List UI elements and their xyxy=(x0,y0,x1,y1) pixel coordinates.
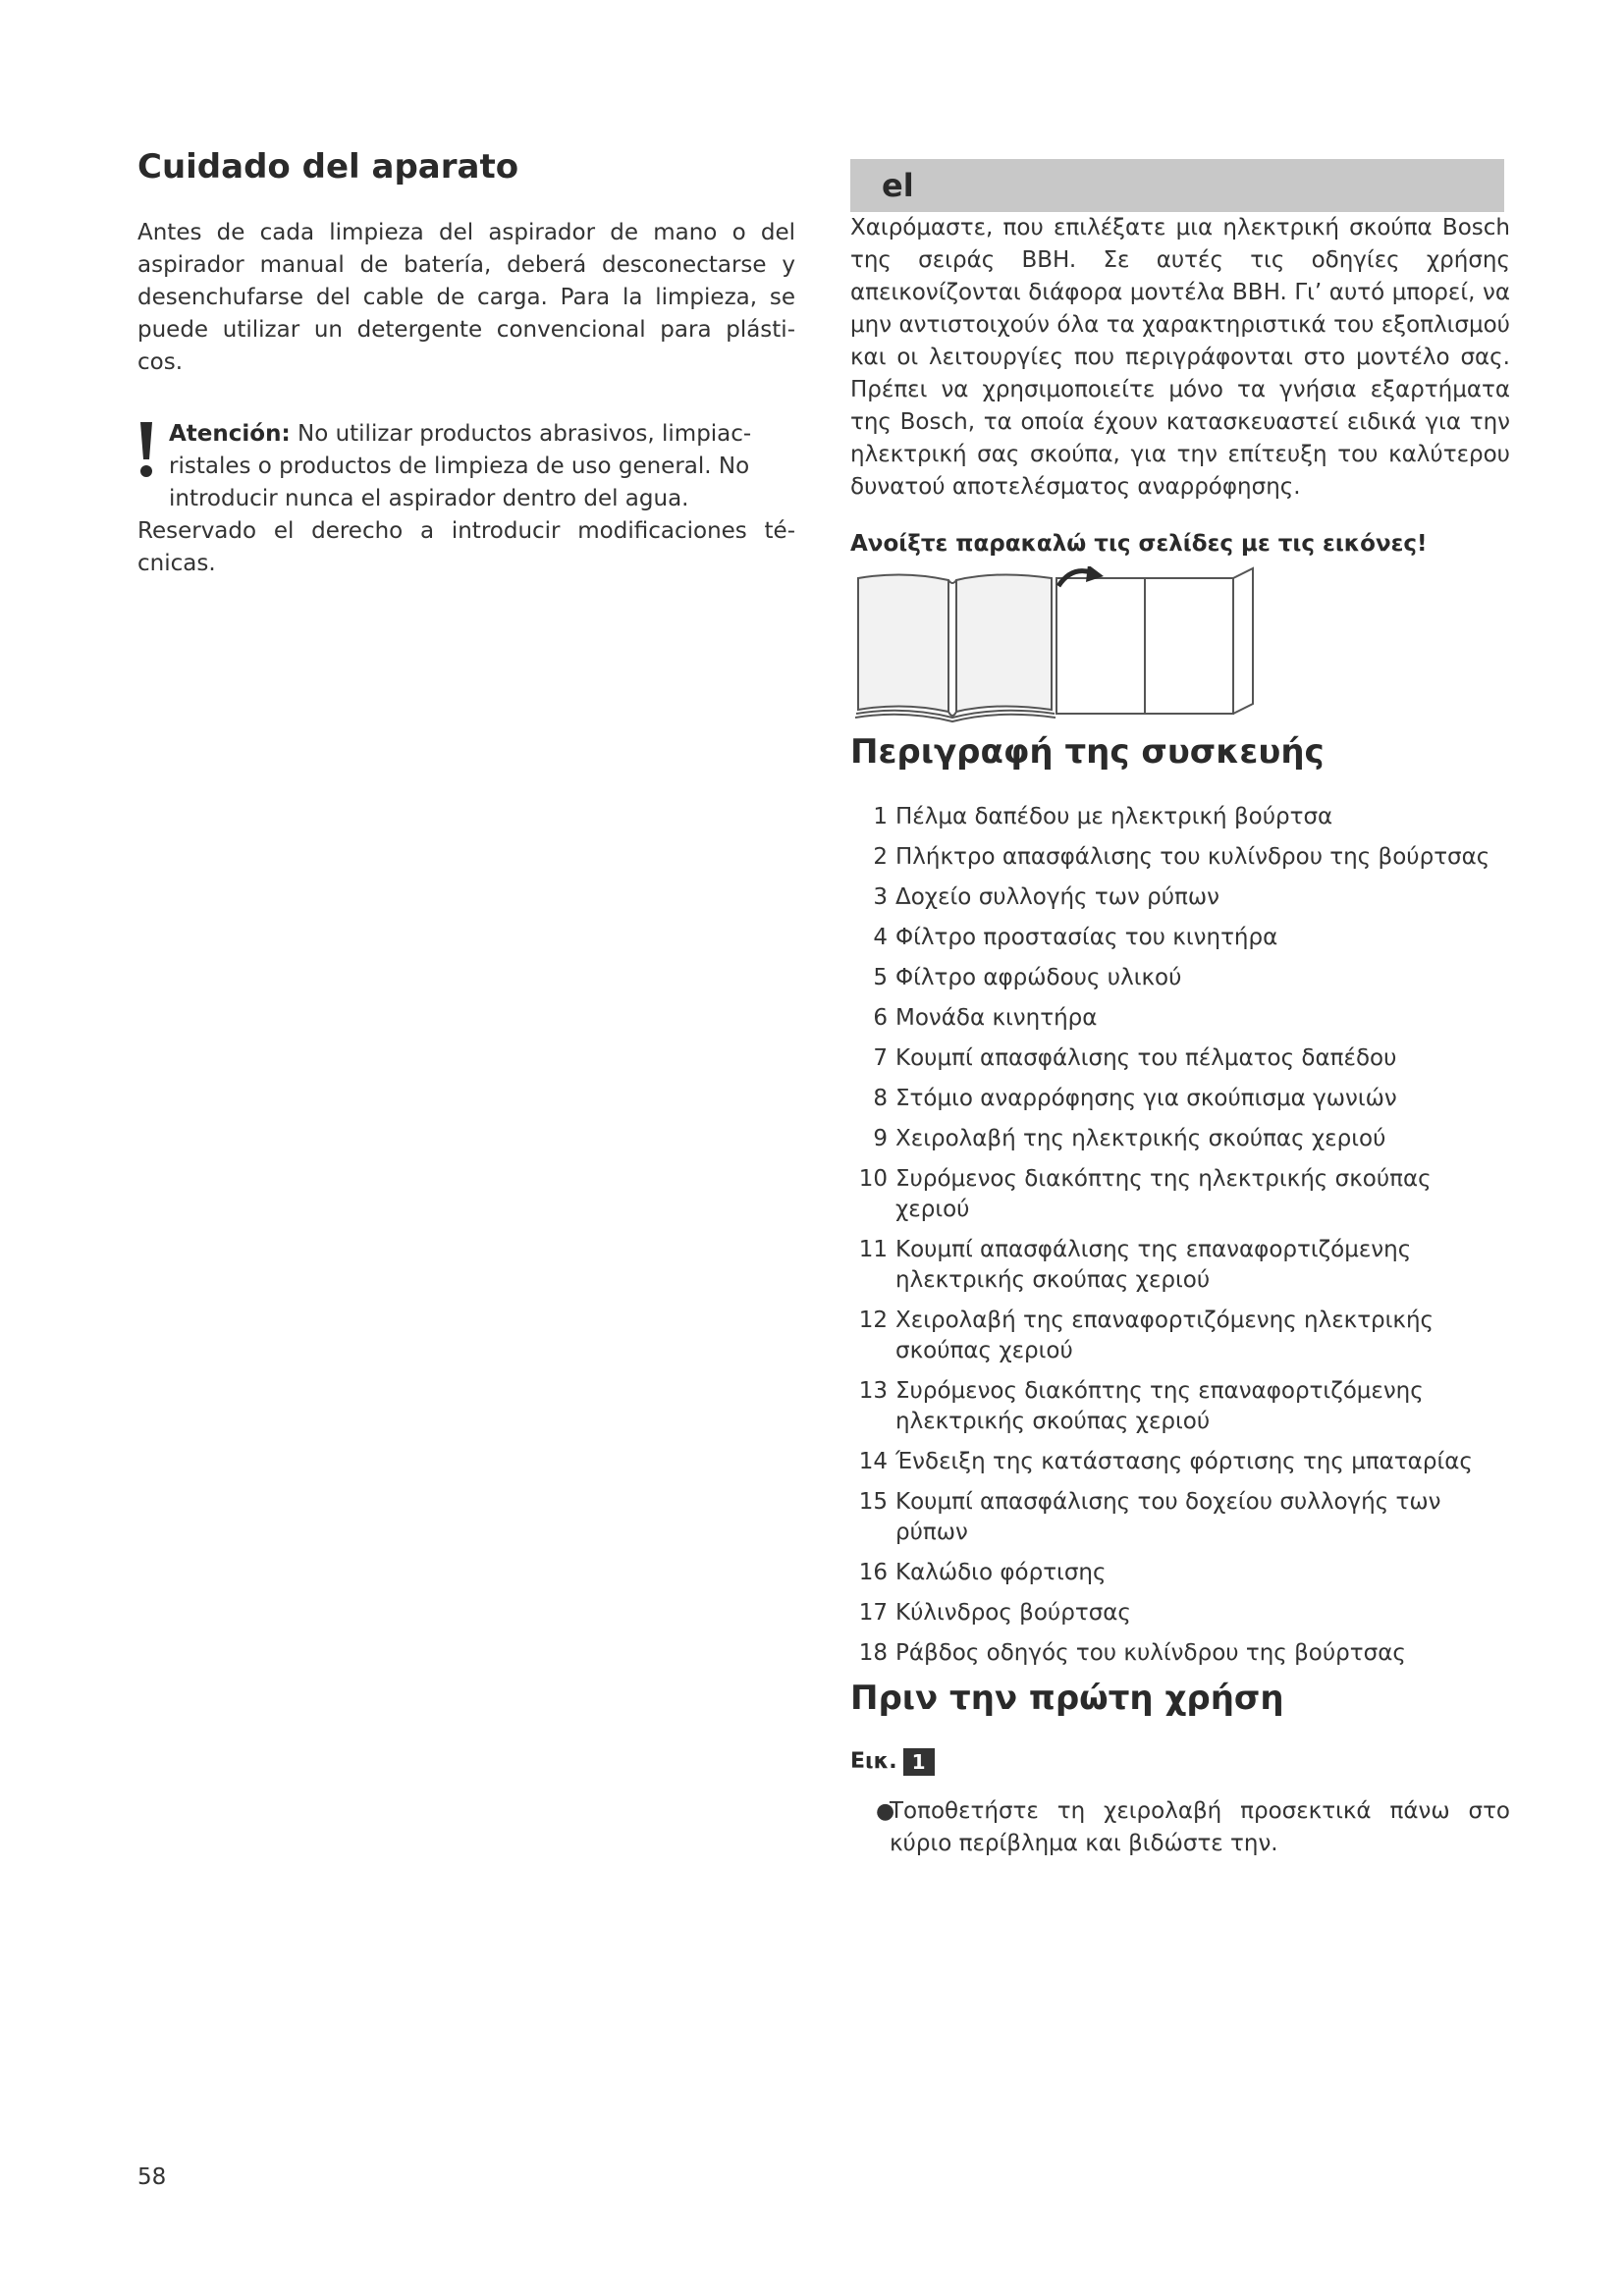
exclamation-icon xyxy=(137,422,155,479)
figure-number-badge: 1 xyxy=(903,1748,935,1776)
list-item: 10 Συρόμενος διακόπτης της ηλεκτρικής σκούπας χεριού xyxy=(858,1165,1432,1222)
list-item: 4 Φίλτρο προστασίας του κινητήρα xyxy=(873,924,1278,950)
language-code: el xyxy=(882,167,914,204)
list-item: 1 Πέλμα δαπέδου με ηλεκτρική βούρτσα xyxy=(873,803,1333,829)
foldout-pages-illustration xyxy=(850,566,1263,728)
list-item: 13 Συρόμενος διακόπτης της επαναφορτιζόμενης ηλεκτρικής σκούπας χεριού xyxy=(858,1377,1424,1434)
open-pages-note: Ανοίξτε παρακαλώ τις σελίδες με τις εικόνες! xyxy=(850,531,1428,557)
section-title-description: Περιγραφή της συσκευής xyxy=(850,732,1325,772)
figure-reference xyxy=(850,1748,1510,1776)
bullet-icon: ● xyxy=(876,1798,895,1824)
attention-text-block xyxy=(169,418,795,515)
right-column xyxy=(850,159,1510,1860)
list-item: 12 Χειρολαβή της επαναφορτιζόμενης ηλεκτρικής σκούπας χεριού xyxy=(858,1307,1435,1363)
list-item: 3 Δοχείο συλλογής των ρύπων xyxy=(873,883,1219,910)
parts-list xyxy=(850,802,1510,1669)
list-item: 14 Ένδειξη της κατάστασης φόρτισης της μπαταρίας xyxy=(858,1448,1473,1474)
list-item: 15 Κουμπί απασφάλισης του δοχείου συλλογής των ρύπων xyxy=(858,1488,1441,1545)
section-title-care: Cuidado del aparato xyxy=(137,147,519,187)
list-item: 9 Χειρολαβή της ηλεκτρικής σκούπας χεριού xyxy=(873,1125,1386,1151)
figure-label: Εικ. xyxy=(850,1749,897,1775)
section-title-first-use: Πριν την πρώτη χρήση xyxy=(850,1678,1284,1718)
list-item: 17 Κύλινδρος βούρτσας xyxy=(858,1599,1131,1626)
left-column xyxy=(137,147,795,580)
list-item: 18 Ράβδος οδηγός του κυλίνδρου της βούρτσας xyxy=(858,1639,1406,1666)
instruction-text: Τοποθετήστε τη χειρολαβή προσεκτικά πάνω στο κύριο περίβλημα και βιδώστε την. xyxy=(890,1797,1510,1856)
list-item: 11 Κουμπί απασφάλισης της επαναφορτιζόμενης ηλεκτρικής σκούπας χεριού xyxy=(858,1236,1412,1293)
intro-paragraph: Χαιρόμαστε, που επιλέξατε μια ηλεκτρική σκούπα Bosch της σειράς BBH. Σε αυτές τις οδηγίες χρήσης απεικονίζονται διάφορα μοντέλα BBH. Γι’ αυτό μπορεί, να μην αντιστοιχούν όλα τα χαρακτηριστικά του εξοπλισμού και οι λειτουργίες που περιγράφονται στο μοντέλο σας. Πρέπει να χρησιμοποιείτε μόνο τα γνήσια εξαρτήματα της Bosch, τα οποία έχουν κατασκευαστεί ειδικά για την ηλεκτρική σας σκούπα, για την επίτευξη του καλύτερου δυνατού αποτελέσματος αναρρόφησης. xyxy=(850,215,1510,500)
list-item: 7 Κουμπί απασφάλισης του πέλματος δαπέδου xyxy=(873,1044,1397,1071)
language-header xyxy=(850,159,1504,212)
list-item: 6 Μονάδα κινητήρα xyxy=(873,1004,1098,1031)
reserved-rights-note: Reservado el derecho a introducir modificaciones té-cnicas. xyxy=(137,517,795,576)
list-item: 2 Πλήκτρο απασφάλισης του κυλίνδρου της βούρτσας xyxy=(873,843,1490,870)
attention-label: Atención: xyxy=(169,420,291,447)
list-item: 16 Καλώδιο φόρτισης xyxy=(858,1559,1107,1585)
instruction-step xyxy=(850,1795,1510,1860)
list-item: 5 Φίλτρο αφρώδους υλικού xyxy=(873,964,1182,990)
attention-notice xyxy=(137,418,795,515)
attention-text: No utilizar productos abrasivos, limpiac-ristales o productos de limpieza de uso general. No introducir nunca el aspirador dentro del agua. xyxy=(169,420,752,511)
list-item: 8 Στόμιο αναρρόφησης για σκούπισμα γωνιών xyxy=(873,1085,1397,1111)
page-number: 58 xyxy=(137,2164,167,2190)
care-paragraph: Antes de cada limpieza del aspirador de mano o del aspirador manual de batería, deberá desconectarse y desenchufarse del cable de carga. Para la limpieza, se puede utilizar un detergente convencional para plásti-cos. xyxy=(137,219,795,375)
